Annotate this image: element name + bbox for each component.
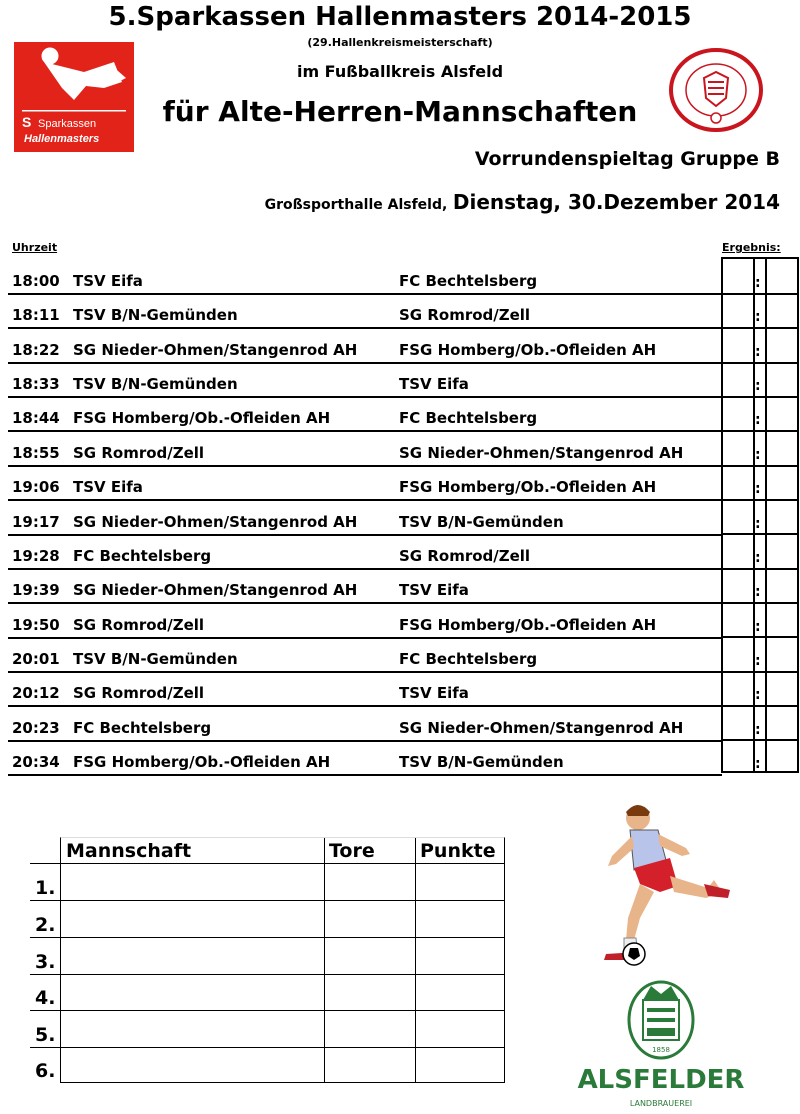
match-row: [8, 637, 722, 673]
rank-label: 6.: [35, 1060, 56, 1082]
standings-grid: [30, 837, 510, 1087]
match-home-team: FSG Homberg/Ob.-Ofleiden AH: [73, 409, 331, 427]
match-time: 20:23: [12, 719, 60, 737]
score-separator: :: [755, 516, 761, 532]
match-time: 20:01: [12, 650, 60, 668]
result-entry[interactable]: [721, 262, 799, 296]
match-time: 20:12: [12, 684, 60, 702]
venue-label: Großsporthalle Alsfeld,: [264, 197, 448, 213]
match-guest-team: TSV Eifa: [399, 375, 469, 393]
match-row: [8, 431, 722, 467]
soccer-player-icon: [590, 800, 740, 970]
score-separator: :: [755, 378, 761, 394]
match-row: [8, 534, 722, 570]
result-entry[interactable]: [721, 503, 799, 537]
match-home-team: TSV Eifa: [73, 478, 143, 496]
match-time: 19:17: [12, 513, 60, 531]
score-separator: :: [755, 309, 761, 325]
rank-label: 1.: [35, 877, 56, 899]
match-home-team: SG Romrod/Zell: [73, 444, 205, 462]
match-home-team: TSV B/N-Gemünden: [73, 650, 238, 668]
svg-text:S: S: [22, 114, 32, 130]
brewery-name: ALSFELDER: [577, 1065, 745, 1095]
rank-label: 4.: [35, 987, 56, 1009]
match-home-team: FSG Homberg/Ob.-Ofleiden AH: [73, 753, 331, 771]
result-entry[interactable]: [721, 434, 799, 468]
goals-column-header: Tore: [329, 840, 375, 862]
match-time: 19:28: [12, 547, 60, 565]
match-time: 18:00: [12, 272, 60, 290]
result-column-header: Ergebnis:: [722, 241, 781, 254]
score-separator: :: [755, 550, 761, 566]
match-guest-team: TSV Eifa: [399, 684, 469, 702]
score-separator: :: [755, 722, 761, 738]
match-time: 18:55: [12, 444, 60, 462]
match-time: 18:11: [12, 306, 60, 324]
result-entry[interactable]: [721, 709, 799, 743]
rank-label: 2.: [35, 914, 56, 936]
result-entry[interactable]: [721, 640, 799, 674]
match-guest-team: TSV B/N-Gemünden: [399, 513, 564, 531]
match-time: 19:39: [12, 581, 60, 599]
result-entry[interactable]: [721, 674, 799, 708]
result-entry[interactable]: [721, 571, 799, 605]
points-column-header: Punkte: [420, 840, 496, 862]
match-home-team: SG Romrod/Zell: [73, 684, 205, 702]
match-row: [8, 671, 722, 707]
region-label: im Fußballkreis Alsfeld: [296, 62, 504, 81]
match-guest-team: FC Bechtelsberg: [399, 650, 538, 668]
score-separator: :: [755, 481, 761, 497]
match-home-team: SG Nieder-Ohmen/Stangenrod AH: [73, 581, 358, 599]
match-guest-team: FSG Homberg/Ob.-Ofleiden AH: [399, 341, 657, 359]
match-home-team: FC Bechtelsberg: [73, 547, 212, 565]
score-separator: :: [755, 344, 761, 360]
match-home-team: SG Nieder-Ohmen/Stangenrod AH: [73, 341, 358, 359]
match-row: [8, 293, 722, 329]
score-separator: :: [755, 275, 761, 291]
match-row: [8, 328, 722, 364]
match-guest-team: SG Romrod/Zell: [399, 547, 531, 565]
match-home-team: TSV Eifa: [73, 272, 143, 290]
score-separator: :: [755, 756, 761, 772]
result-entry[interactable]: [721, 399, 799, 433]
match-guest-team: SG Nieder-Ohmen/Stangenrod AH: [399, 719, 684, 737]
date-label: Dienstag, 30.Dezember 2014: [452, 190, 780, 214]
result-entry[interactable]: [721, 606, 799, 640]
match-guest-team: TSV Eifa: [399, 581, 469, 599]
hfv-logo-icon: [668, 48, 764, 132]
sparkassen-logo-line1: Sparkassen: [38, 118, 97, 130]
score-separator: :: [755, 619, 761, 635]
match-time: 19:06: [12, 478, 60, 496]
match-guest-team: SG Romrod/Zell: [399, 306, 531, 324]
team-column-header: Mannschaft: [66, 840, 192, 862]
match-home-team: TSV B/N-Gemünden: [73, 306, 238, 324]
match-home-team: TSV B/N-Gemünden: [73, 375, 238, 393]
page-subtitle: (29.Hallenkreismeisterschaft): [307, 36, 493, 49]
match-guest-team: FSG Homberg/Ob.-Ofleiden AH: [399, 616, 657, 634]
score-separator: :: [755, 412, 761, 428]
match-row: [8, 500, 722, 536]
match-row: [8, 465, 722, 501]
match-row: [8, 396, 722, 432]
match-guest-team: FC Bechtelsberg: [399, 272, 538, 290]
result-entry[interactable]: [721, 468, 799, 502]
sparkassen-logo-icon: [14, 42, 134, 152]
match-time: 20:34: [12, 753, 60, 771]
rank-label: 3.: [35, 951, 56, 973]
result-entry[interactable]: [721, 743, 799, 777]
sparkassen-logo-line2: Hallenmasters: [24, 133, 100, 145]
match-time: 18:22: [12, 341, 60, 359]
score-separator: :: [755, 447, 761, 463]
match-row: [8, 740, 722, 776]
match-home-team: SG Nieder-Ohmen/Stangenrod AH: [73, 513, 358, 531]
match-guest-team: FC Bechtelsberg: [399, 409, 538, 427]
match-time: 19:50: [12, 616, 60, 634]
match-time: 18:33: [12, 375, 60, 393]
match-guest-team: SG Nieder-Ohmen/Stangenrod AH: [399, 444, 684, 462]
score-separator: :: [755, 584, 761, 600]
match-guest-team: TSV B/N-Gemünden: [399, 753, 564, 771]
score-separator: :: [755, 687, 761, 703]
result-entry[interactable]: [721, 331, 799, 365]
match-guest-team: FSG Homberg/Ob.-Ofleiden AH: [399, 478, 657, 496]
page-title: 5.Sparkassen Hallenmasters 2014-2015: [108, 2, 692, 32]
match-home-team: SG Romrod/Zell: [73, 616, 205, 634]
brewery-subtitle: LANDBRAUEREI: [629, 1099, 693, 1108]
group-label: Vorrundenspieltag Gruppe B: [474, 148, 780, 170]
result-entry[interactable]: [721, 365, 799, 399]
time-column-header: Uhrzeit: [12, 241, 58, 254]
match-row: [8, 603, 722, 639]
brewery-year: 1858: [652, 1046, 670, 1054]
match-row: [8, 706, 722, 742]
match-home-team: FC Bechtelsberg: [73, 719, 212, 737]
rank-label: 5.: [35, 1024, 56, 1046]
score-separator: :: [755, 653, 761, 669]
alsfelder-logo-icon: [577, 980, 745, 1110]
venue-date: [265, 190, 780, 214]
match-time: 18:44: [12, 409, 60, 427]
category-label: für Alte-Herren-Mannschaften: [162, 95, 638, 128]
match-row: [8, 362, 722, 398]
result-entry[interactable]: [721, 537, 799, 571]
result-entry[interactable]: [721, 296, 799, 330]
match-row: [8, 568, 722, 604]
match-row: [8, 259, 722, 295]
